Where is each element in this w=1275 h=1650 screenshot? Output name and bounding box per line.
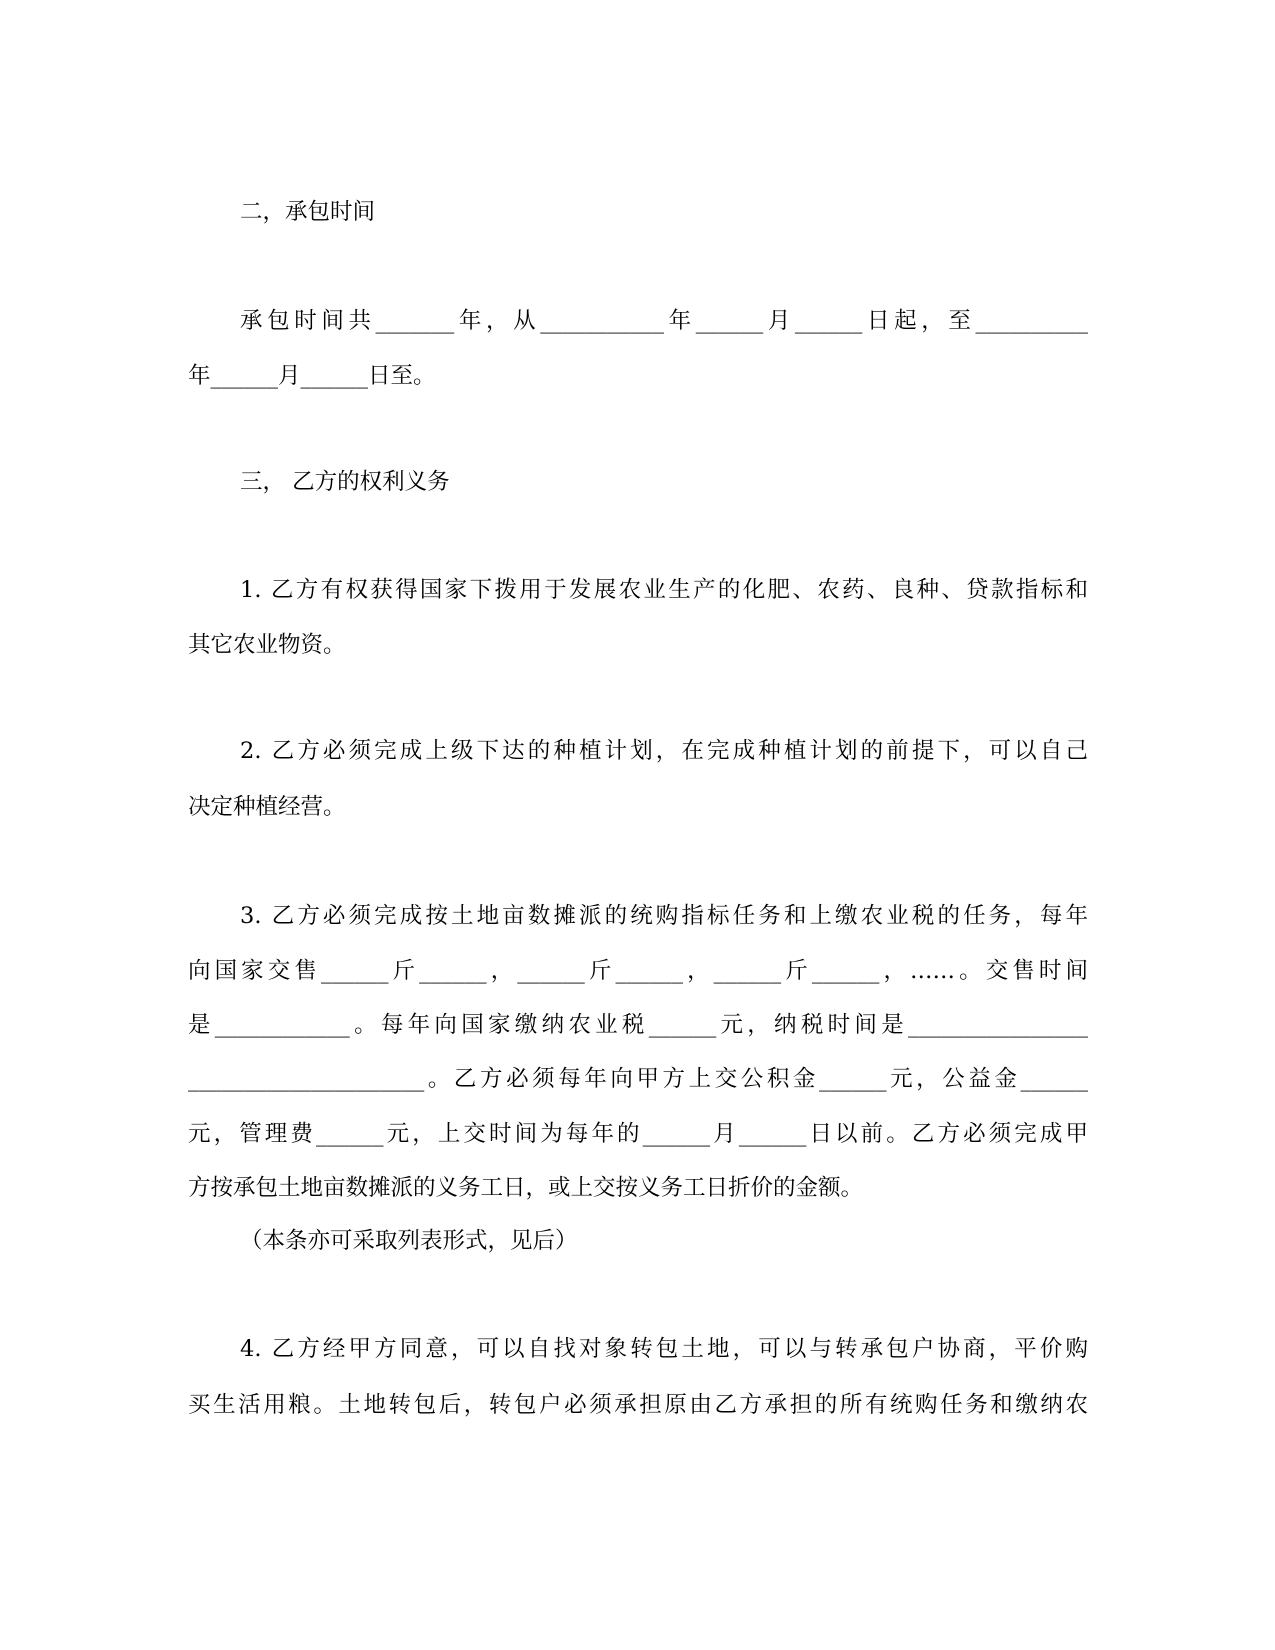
- paragraph-line: 买生活用粮。土地转包后，转包户必须承担原由乙方承担的所有统购任务和缴纳农: [188, 1392, 1088, 1418]
- paragraph-line: 3. 乙方必须完成按土地亩数摊派的统购指标任务和上缴农业税的任务，每年: [240, 903, 1088, 929]
- paragraph-line: 其它农业物资。: [188, 632, 346, 658]
- paragraph-line: 向国家交售______斤______，______斤______，______斤______，……。交售时间: [188, 958, 1088, 984]
- paragraph-line: 2. 乙方必须完成上级下达的种植计划，在完成种植计划的前提下，可以自己: [240, 738, 1088, 764]
- section-heading-rights-obligations: 三， 乙方的权利义务: [240, 469, 450, 495]
- paragraph-line: 决定种植经营。: [188, 794, 346, 820]
- paragraph-line: 4. 乙方经甲方同意，可以自找对象转包土地，可以与转承包户协商，平价购: [240, 1336, 1088, 1362]
- paragraph-line: 承包时间共_______年，从___________年______月______日起，至__________: [240, 308, 1088, 334]
- note-line: （本条亦可采取列表形式，见后）: [240, 1228, 578, 1254]
- paragraph-line: _____________________。乙方必须每年向甲方上交公积金______元，公益金______: [188, 1066, 1088, 1092]
- paragraph-line: 年______月______日至。: [188, 363, 436, 389]
- paragraph-line: 1. 乙方有权获得国家下拨用于发展农业生产的化肥、农药、良种、贷款指标和: [240, 577, 1088, 603]
- paragraph-line: 元，管理费______元，上交时间为每年的______月______日以前。乙方必须完成甲: [188, 1121, 1088, 1147]
- paragraph-line: 方按承包土地亩数摊派的义务工日，或上交按义务工日折价的金额。: [188, 1175, 864, 1201]
- paragraph-line: 是____________。每年向国家缴纳农业税______元，纳税时间是________________: [188, 1012, 1088, 1038]
- section-heading-contract-period: 二，承包时间: [240, 199, 376, 225]
